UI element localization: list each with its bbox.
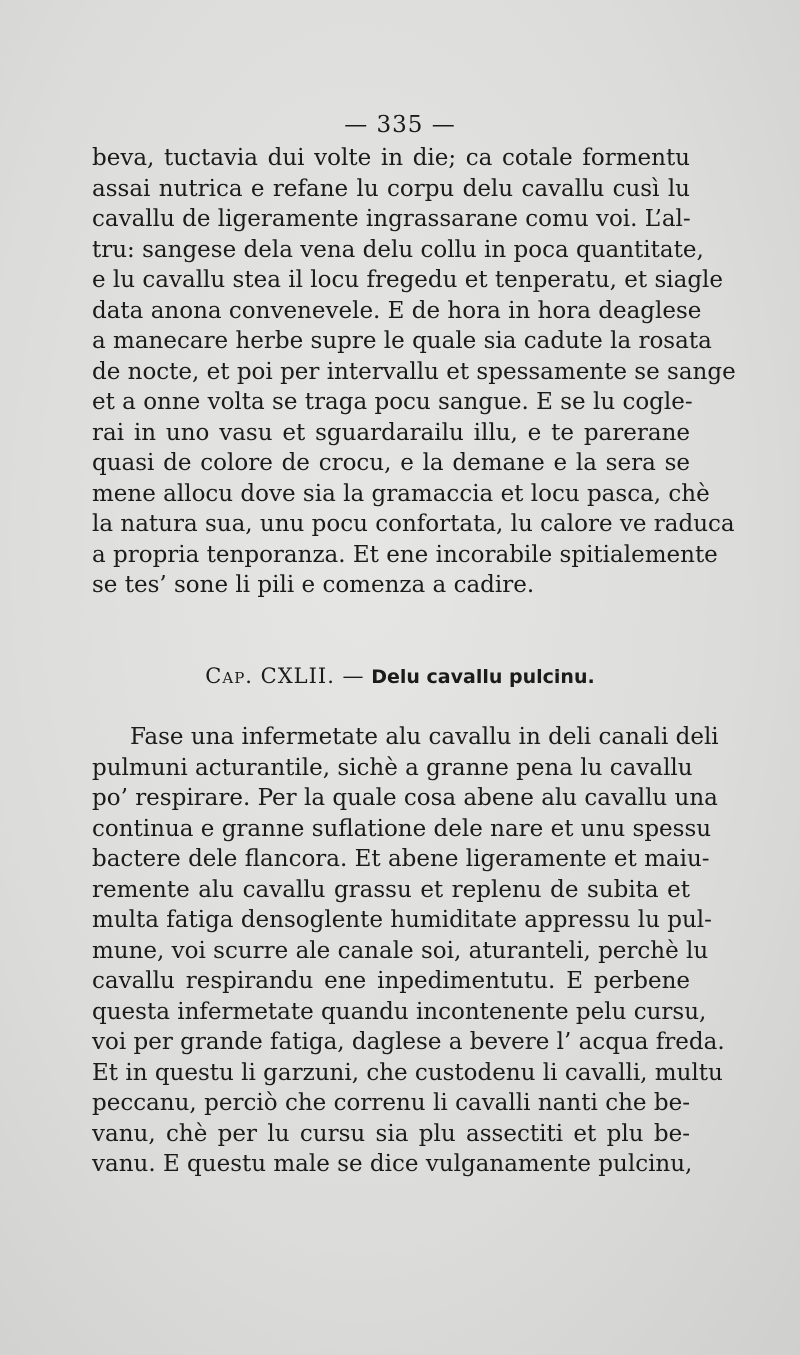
text-line: quasi de colore de crocu, e la demane e la sera se (92, 450, 690, 476)
text-line: questa infermetate quandu incontenente pelu cursu, (92, 998, 707, 1025)
text-line: et a onne volta se traga pocu sangue. E se lu cogle- (92, 389, 693, 415)
text-line: bactere dele flancora. Et abene ligeramente et maiu- (92, 846, 710, 872)
text-line: continua e granne suflatione dele nare et unu spessu (92, 815, 712, 842)
text-line: Fase una infermetate alu cavallu in deli canali deli (130, 724, 719, 750)
text-line: mune, voi scurre ale canale soi, aturanteli, perchè lu (92, 937, 709, 964)
text-line: Et in questu li garzuni, che custodenu li cavalli, multu (92, 1059, 723, 1086)
text-line: voi per grande fatiga, daglese a bevere l’ acqua freda. (92, 1029, 725, 1055)
text-line: la natura sua, unu pocu confortata, lu calore ve raduca (92, 511, 735, 537)
text-line: cavallu respirandu ene inpedimentutu. E perbene (92, 968, 690, 994)
chapter-heading (0, 664, 800, 688)
text-line: mene allocu dove sia la gramaccia et locu pasca, chè (92, 480, 710, 507)
text-line: vanu. E questu male se dice vulganamente pulcinu, (92, 1151, 693, 1177)
text-line: data anona convenevele. E de hora in hora deaglese (92, 297, 702, 324)
text-line: rai in uno vasu et sguardarailu illu, e te parerane (92, 419, 690, 446)
text-line: po’ respirare. Per la quale cosa abene alu cavallu una (92, 785, 718, 811)
text-line: e lu cavallu stea il locu fregedu et tenperatu, et siagle (92, 267, 724, 293)
text-line: cavallu de ligeramente ingrassarane comu voi. L’al- (92, 206, 691, 232)
paragraph-2 (92, 722, 725, 1180)
text-line: de nocte, et poi per intervallu et spessamente se sange (92, 358, 736, 385)
text-line: tru: sangese dela vena delu collu in poca quantitate, (92, 236, 704, 263)
text-line: a manecare herbe supre le quale sia cadute la rosata (92, 328, 712, 354)
paragraph-1 (92, 143, 736, 601)
text-line: remente alu cavallu grassu et replenu de subita et (92, 876, 690, 903)
text-line: vanu, chè per lu cursu sia plu assectiti et plu be- (92, 1120, 690, 1147)
text-line: se tes’ sone li pili e comenza a cadire. (92, 572, 535, 598)
chapter-number: Cap. CXLII. — (205, 664, 365, 688)
text-line: pulmuni acturantile, sichè a granne pena lu cavallu (92, 754, 693, 781)
page-number: — 335 — (344, 112, 456, 138)
text-line: multa fatiga densoglente humiditate appressu lu pul- (92, 907, 712, 933)
chapter-title: Delu cavallu pulcinu. (371, 666, 595, 688)
text-line: peccanu, perciò che correnu li cavalli nanti che be- (92, 1090, 690, 1116)
text-line: a propria tenporanza. Et ene incorabile spitialemente (92, 541, 718, 568)
text-line: assai nutrica e refane lu corpu delu cavallu cusì lu (92, 175, 690, 202)
text-line: beva, tuctavia dui volte in die; ca cotale formentu (92, 145, 690, 171)
